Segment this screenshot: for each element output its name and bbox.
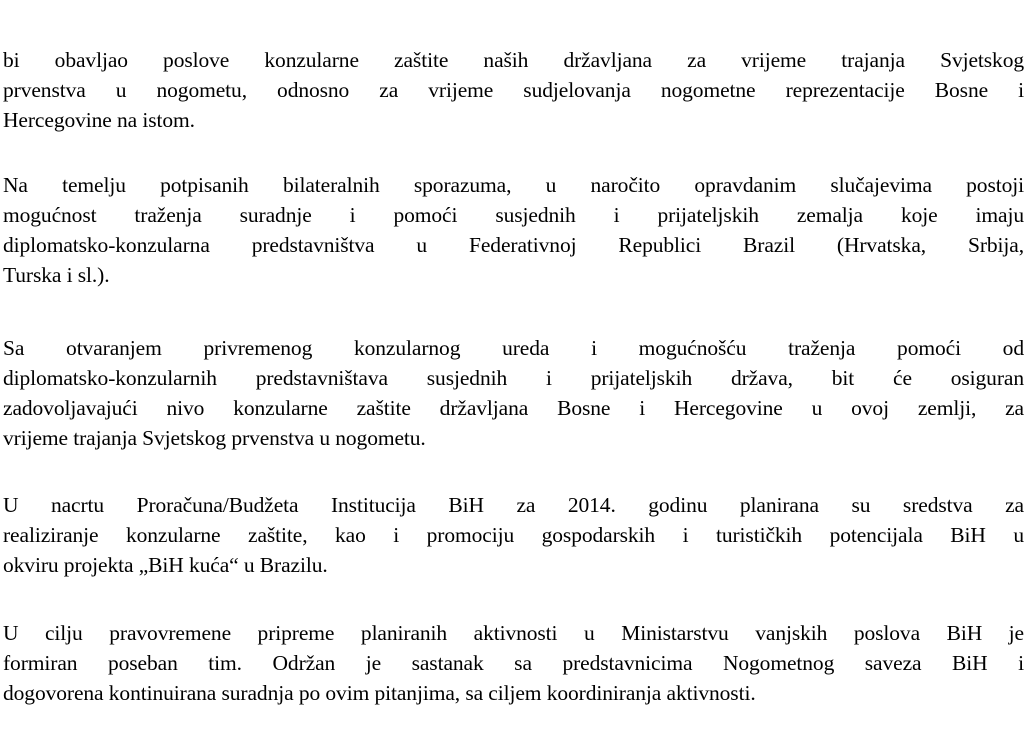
paragraph-4 [3, 490, 1024, 580]
paragraph-5 [3, 618, 1024, 708]
paragraph-2 [3, 170, 1024, 290]
paragraph-3 [3, 333, 1024, 453]
paragraph-line: okviru projekta „BiH kuća“ u Brazilu. [3, 553, 328, 577]
paragraph-line: Na temelju potpisanih bilateralnih sporazuma, u naročito opravdanim slučajevima postoji [3, 173, 1024, 197]
paragraph-line: U nacrtu Proračuna/Budžeta Institucija BiH za 2014. godinu planirana su sredstva za [3, 493, 1024, 517]
paragraph-line: Turska i sl.). [3, 263, 110, 287]
paragraph-line: realiziranje konzularne zaštite, kao i promociju gospodarskih i turističkih potencijala BiH u [3, 523, 1024, 547]
paragraph-line: Sa otvaranjem privremenog konzularnog ureda i mogućnošću traženja pomoći od [3, 336, 1024, 360]
paragraph-line: U cilju pravovremene pripreme planiranih aktivnosti u Ministarstvu vanjskih poslova BiH je [3, 621, 1024, 645]
paragraph-line: formiran poseban tim. Održan je sastanak sa predstavnicima Nogometnog saveza BiH i [3, 651, 1024, 675]
paragraph-line: diplomatsko-konzularna predstavništva u Federativnoj Republici Brazil (Hrvatska, Srbija, [3, 233, 1024, 257]
paragraph-line: prvenstva u nogometu, odnosno za vrijeme sudjelovanja nogometne reprezentacije Bosne i [3, 78, 1024, 102]
paragraph-line: vrijeme trajanja Svjetskog prvenstva u nogometu. [3, 426, 426, 450]
paragraph-line: diplomatsko-konzularnih predstavništava susjednih i prijateljskih država, bit će osiguran [3, 366, 1024, 390]
paragraph-line: bi obavljao poslove konzularne zaštite naših državljana za vrijeme trajanja Svjetskog [3, 48, 1024, 72]
paragraph-line: dogovorena kontinuirana suradnja po ovim pitanjima, sa ciljem koordiniranja aktivnosti. [3, 681, 756, 705]
paragraph-1 [3, 45, 1024, 135]
paragraph-line: Hercegovine na istom. [3, 108, 195, 132]
paragraph-line: mogućnost traženja suradnje i pomoći susjednih i prijateljskih zemalja koje imaju [3, 203, 1024, 227]
paragraph-line: zadovoljavajući nivo konzularne zaštite državljana Bosne i Hercegovine u ovoj zemlji, za [3, 396, 1024, 420]
